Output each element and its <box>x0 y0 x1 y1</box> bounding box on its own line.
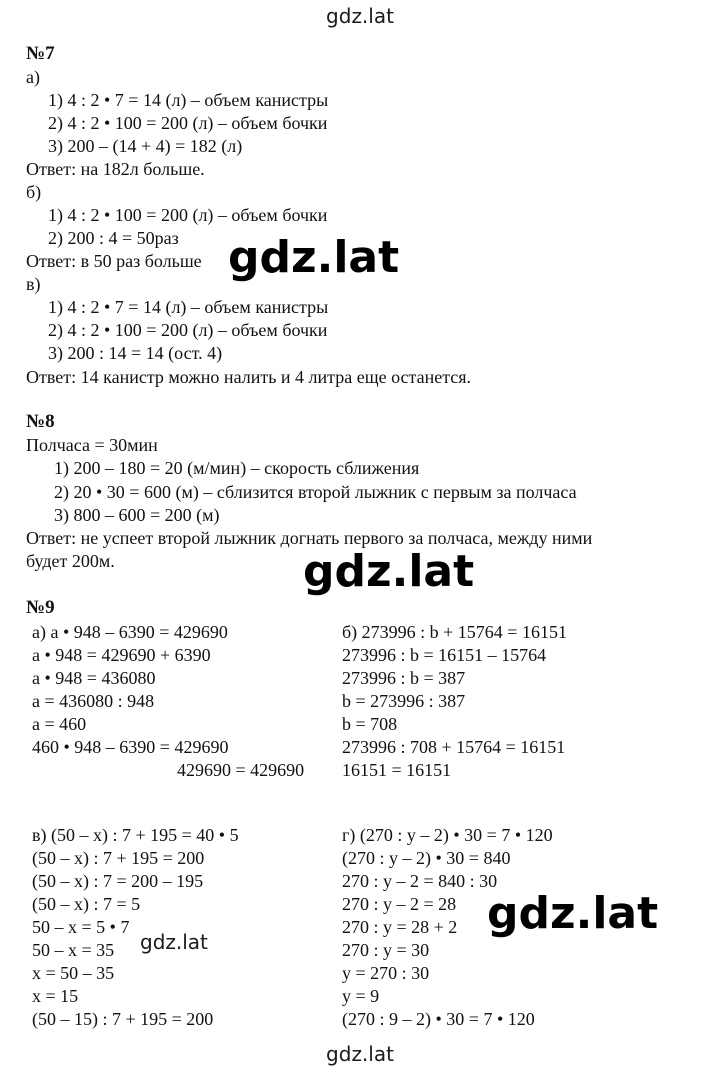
task-7-a-line-2: 2) 4 : 2 • 100 = 200 (л) – объем бочки <box>48 113 328 133</box>
watermark-top: gdz.lat <box>326 4 394 28</box>
task-9-a-check: 429690 = 429690 <box>177 760 305 780</box>
task-9-v-line-3: (50 – x) : 7 = 200 – 195 <box>32 871 204 891</box>
task-8-line-1: 1) 200 – 180 = 20 (м/мин) – скорость сближения <box>54 458 420 478</box>
task-8-answer-line-1: Ответ: не успеет второй лыжник догнать первого за полчаса, между ними <box>26 528 593 548</box>
task-9-g-line-7: y = 270 : 30 <box>342 963 430 983</box>
task-9-v-line-1: в) (50 – x) : 7 + 195 = 40 • 5 <box>32 825 239 845</box>
task-9-a-line-1: а) a • 948 – 6390 = 429690 <box>32 622 228 642</box>
task-9-g-line-4: 270 : y – 2 = 28 <box>342 894 457 914</box>
task-7-part-b-label: б) <box>26 182 42 202</box>
task-7-v-answer: Ответ: 14 канистр можно налить и 4 литра еще останется. <box>26 367 472 387</box>
task-9-v-line-5: 50 – x = 5 • 7 <box>32 917 130 937</box>
task-8-answer-line-2: будет 200м. <box>26 551 115 571</box>
task-9-a-line-6: 460 • 948 – 6390 = 429690 <box>32 737 229 757</box>
task-9-g-line-8: y = 9 <box>342 986 380 1006</box>
task-7-v-line-1: 1) 4 : 2 • 7 = 14 (л) – объем канистры <box>48 297 329 317</box>
task-9-v-line-7: x = 50 – 35 <box>32 963 115 983</box>
task-7-part-v-label: в) <box>26 274 41 294</box>
task-9-v-line-8: x = 15 <box>32 986 79 1006</box>
task-7-b-line-1: 1) 4 : 2 • 100 = 200 (л) – объем бочки <box>48 205 328 225</box>
watermark-large-3: gdz.lat <box>487 888 659 939</box>
task-8-line-2: 2) 20 • 30 = 600 (м) – сблизится второй лыжник с первым за полчаса <box>54 482 577 502</box>
task-7-part-a-label: а) <box>26 67 40 87</box>
task-9-a-line-4: a = 436080 : 948 <box>32 691 155 711</box>
task-7-b-answer: Ответ: в 50 раз больше <box>26 251 202 271</box>
task-9-v-line-4: (50 – x) : 7 = 5 <box>32 894 141 914</box>
task-9-b-line-1: б) 273996 : b + 15764 = 16151 <box>342 622 567 642</box>
task-8-title: №8 <box>26 411 55 432</box>
task-9-g-line-3: 270 : y – 2 = 840 : 30 <box>342 871 498 891</box>
task-9-b-line-3: 273996 : b = 387 <box>342 668 466 688</box>
task-7-v-line-2: 2) 4 : 2 • 100 = 200 (л) – объем бочки <box>48 320 328 340</box>
task-8-intro: Полчаса = 30мин <box>26 435 158 455</box>
task-9-g-line-1: г) (270 : y – 2) • 30 = 7 • 120 <box>342 825 553 845</box>
task-9-a-line-5: a = 460 <box>32 714 87 734</box>
task-9-b-line-4: b = 273996 : 387 <box>342 691 466 711</box>
task-9-g-line-2: (270 : y – 2) • 30 = 840 <box>342 848 511 868</box>
task-7-b-line-2: 2) 200 : 4 = 50раз <box>48 228 179 248</box>
task-9-v-line-6: 50 – x = 35 <box>32 940 115 960</box>
task-9-v-line-2: (50 – x) : 7 + 195 = 200 <box>32 848 205 868</box>
task-7-title: №7 <box>26 43 55 64</box>
task-9-a-line-3: a • 948 = 436080 <box>32 668 156 688</box>
task-9-v-line-9: (50 – 15) : 7 + 195 = 200 <box>32 1009 214 1029</box>
watermark-small: gdz.lat <box>140 930 208 954</box>
task-9-title: №9 <box>26 597 55 618</box>
watermark-large-2: gdz.lat <box>303 546 475 597</box>
watermark-bottom: gdz.lat <box>326 1042 394 1066</box>
task-9-b-line-6: 273996 : 708 + 15764 = 16151 <box>342 737 566 757</box>
task-7-a-line-1: 1) 4 : 2 • 7 = 14 (л) – объем канистры <box>48 90 329 110</box>
watermark-large-1: gdz.lat <box>228 232 400 283</box>
task-9-g-line-9: (270 : 9 – 2) • 30 = 7 • 120 <box>342 1009 535 1029</box>
task-7-a-answer: Ответ: на 182л больше. <box>26 159 205 179</box>
task-9-a-line-2: a • 948 = 429690 + 6390 <box>32 645 211 665</box>
task-9-b-line-7: 16151 = 16151 <box>342 760 452 780</box>
task-9-g-line-5: 270 : y = 28 + 2 <box>342 917 458 937</box>
task-7-v-line-3: 3) 200 : 14 = 14 (ост. 4) <box>48 343 223 363</box>
task-7-a-line-3: 3) 200 – (14 + 4) = 182 (л) <box>48 136 243 156</box>
task-9-b-line-2: 273996 : b = 16151 – 15764 <box>342 645 547 665</box>
task-9-b-line-5: b = 708 <box>342 714 398 734</box>
task-8-line-3: 3) 800 – 600 = 200 (м) <box>54 505 220 525</box>
task-9-g-line-6: 270 : y = 30 <box>342 940 430 960</box>
